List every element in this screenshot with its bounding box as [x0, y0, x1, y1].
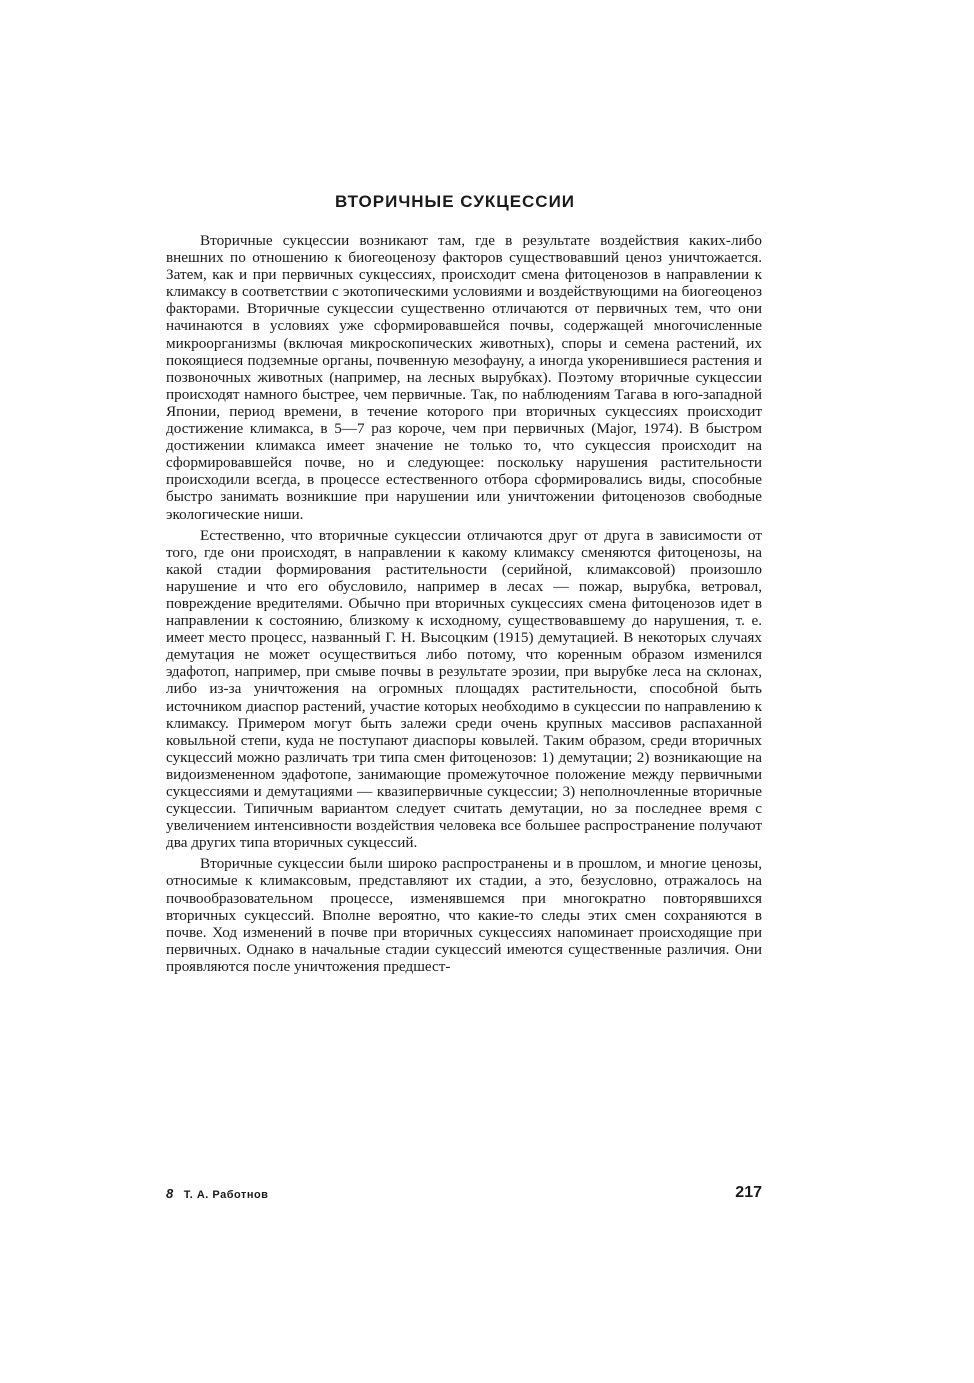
- signature-mark: [166, 1186, 268, 1201]
- page-number: 217: [735, 1184, 762, 1201]
- page-footer: [166, 1184, 762, 1206]
- paragraph: Вторичные сукцессии возникают там, где в результате воздействия каких-либо внешних по отношению к биогеоценозу факторов существовавший ценоз уничтожается. Затем, как и при первичных сукцессиях, происходит смена фитоценозов в направлении к климаксу в соответствии с экотопическими условиями и воздействующими на биогеоценоз факторами. Вторичные сукцессии существенно отличаются от первичных тем, что они начинаются в условиях уже сформировавшейся почвы, содержащей многочисленные микроорганизмы (включая микроскопических животных), споры и семена растений, их покоящиеся подземные органы, почвенную мезофауну, а иногда укоренившиеся растения и позвоночных животных (например, на лесных вырубках). Поэтому вторичные сукцессии происходят намного быстрее, чем первичные. Так, по наблюдениям Тагава в юго-западной Японии, период времени, в течение которого при вторичных сукцессиях происходит достижение климакса, в 5—7 раз короче, чем при первичных (Major, 1974). В быстром достижении климакса имеет значение не только то, что сукцессия происходит на сформировавшейся почве, но и следующее: поскольку нарушения растительности происходили всегда, в процессе естественного отбора сформировались виды, способные быстро занимать возникшие при нарушении или уничтожении фитоценозов свободные экологические ниши.: [166, 232, 762, 523]
- paragraph: Вторичные сукцессии были широко распространены и в прошлом, и многие ценозы, относимые к климаксовым, представляют их стадии, а это, безусловно, отражалось на почвообразовательном процессе, изменявшемся при многократно повторявшихся вторичных сукцессий. Вполне вероятно, что какие-то следы этих смен сохраняются в почве. Ход изменений в почве при вторичных сукцессиях напоминает происходящие при первичных. Однако в начальные стадии сукцессий имеются существенные различия. Они проявляются после уничтожения предшест-: [166, 855, 762, 975]
- page-title: ВТОРИЧНЫЕ СУКЦЕССИИ: [334, 192, 576, 211]
- paragraph: Естественно, что вторичные сукцессии отличаются друг от друга в зависимости от того, где они происходят, в направлении к какому климаксу сменяются фитоценозы, на какой стадии формирования растительности (серийной, климаксовой) произошло нарушение и что его обусловило, например в лесах — пожар, вырубка, ветровал, повреждение вредителями. Обычно при вторичных сукцессиях смена фитоценозов идет в направлении к состоянию, близкому к исходному, существовавшему до нарушения, т. е. имеет место процесс, названный Г. Н. Высоцким (1915) демутацией. В некоторых случаях демутация не может осуществиться либо потому, что коренным образом изменился эдафотоп, например, при смыве почвы в результате эрозии, при вырубке леса на склонах, либо из-за уничтожения на огромных площадях растительности, способной быть источником диаспор растений, участие которых необходимо в сукцессии по направлению к климаксу. Примером могут быть залежи среди очень крупных массивов распаханной ковыльной степи, куда не поступают диаспоры ковылей. Таким образом, среди вторичных сукцессий можно различать три типа смен фитоценозов: 1) демутации; 2) возникающие на видоизмененном эдафотопе, занимающие промежуточное положение между первичными сукцессиями и демутациями — квазипервичные сукцессии; 3) неполночленные вторичные сукцессии. Типичным вариантом следует считать демутации, но за последнее время с увеличением интенсивности воздействия человека все большее распространение получают два других типа вторичных сукцессий.: [166, 526, 762, 852]
- signature-number: 8: [166, 1186, 174, 1201]
- body-text: [166, 232, 762, 979]
- signature-author: Т. А. Работнов: [183, 1189, 269, 1201]
